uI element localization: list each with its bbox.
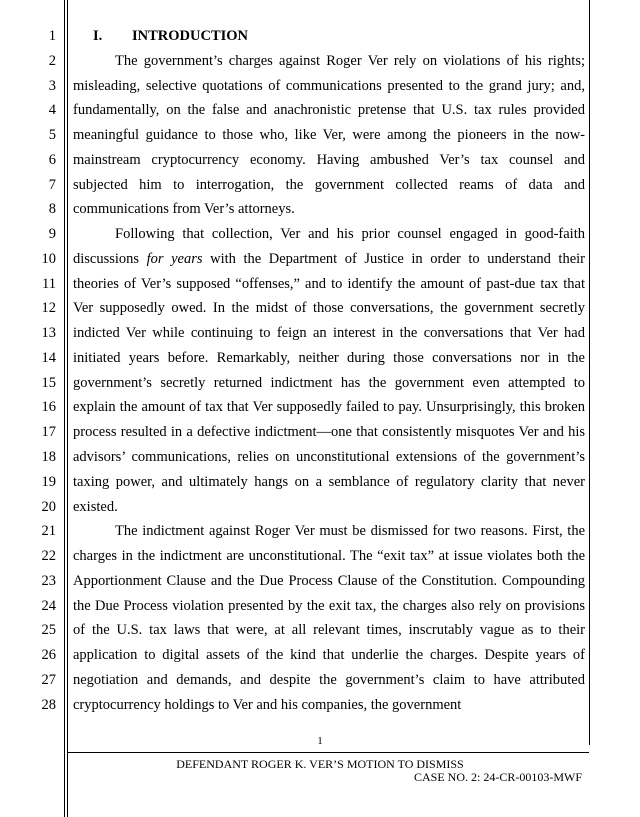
paragraph-text: Following that collection, Ver and his prior counsel engaged in good-faith discussions — [73, 226, 585, 267]
section-heading — [73, 24, 585, 49]
line-number: 9 — [48, 226, 56, 243]
paragraph-2 — [73, 222, 585, 519]
line-number: 17 — [41, 424, 56, 441]
right-margin-rule — [589, 0, 590, 745]
line-number: 18 — [41, 449, 56, 466]
line-number: 28 — [41, 696, 56, 713]
line-number: 24 — [41, 597, 56, 614]
line-number: 14 — [41, 349, 56, 366]
section-number: I. — [93, 28, 103, 44]
line-number: 19 — [41, 473, 56, 490]
left-margin-rule-inner — [67, 0, 68, 817]
line-number: 5 — [48, 127, 56, 144]
line-number: 8 — [48, 201, 56, 218]
line-number: 13 — [41, 325, 56, 342]
line-number: 6 — [48, 151, 56, 168]
line-number: 26 — [41, 647, 56, 664]
footer-rule — [67, 752, 589, 753]
paragraph-3 — [73, 519, 585, 717]
left-margin-rule-outer — [64, 0, 65, 817]
line-number: 20 — [41, 498, 56, 515]
line-number: 21 — [41, 523, 56, 540]
line-number: 4 — [48, 102, 56, 119]
line-number: 25 — [41, 622, 56, 639]
line-number: 10 — [41, 250, 56, 267]
emphasis-text: for years — [146, 250, 203, 267]
line-number: 15 — [41, 374, 56, 391]
paragraph-text: with the Department of Justice in order to understand their theories of Ver’s supposed “offenses,” and to identify the amount of past-due tax that Ver supposedly owed. In the midst of those conversations, the government secretly indicted Ver while continuing to feign an interest in the conversations that Ver had initiated years before. Remarkably, neither during those conversations nor in the government’s secretly returned indictment has the government even attempted to explain the amount of tax that Ver supposedly failed to pay. Unsurprisingly, this broken process resulted in a defective indictment—one that consistently misquotes Ver and his advisors’ communications, relies on unconstitutional extensions of the government’s taxing power, and ultimately hangs on a semblance of regulatory clarity that never existed. — [73, 250, 585, 515]
line-number: 16 — [41, 399, 56, 416]
line-number: 23 — [41, 572, 56, 589]
footer-title: DEFENDANT ROGER K. VER’S MOTION TO DISMISS — [176, 757, 464, 771]
paragraph-text: The government’s charges against Roger Ver rely on violations of his rights; misleading, selective quotations of communications presented to the grand jury; and, fundamentally, on the false and anachronistic pretense that U.S. tax rules provided meaningful guidance to those who, like Ver, were among the pioneers in the now-mainstream cryptocurrency economy. Having ambushed Ver’s tax counsel and subjected him to interrogation, the government collected reams of data and communications from Ver’s attorneys. — [73, 52, 585, 218]
page-number: 1 — [317, 735, 323, 747]
line-number: 12 — [41, 300, 56, 317]
paragraph-text: The indictment against Roger Ver must be dismissed for two reasons. First, the charges in the indictment are unconstitutional. The “exit tax” at issue violates both the Apportionment Clause and the Due Process Clause of the Constitution. Compounding the Due Process violation presented by the exit tax, the charges also rely on provisions of the U.S. tax laws that were, at all relevant times, inscrutably vague as to their application to digital assets of the kind that underlie the charges. Despite years of negotiation and demands, and despite the government’s claim to have attributed cryptocurrency holdings to Ver and his companies, the government — [73, 523, 585, 713]
section-title: INTRODUCTION — [132, 28, 249, 44]
footer-case-number: CASE NO. 2: 24-CR-00103-MWF — [413, 770, 582, 784]
line-number: 22 — [41, 548, 56, 565]
line-numbers-column — [0, 24, 56, 717]
line-number: 3 — [48, 77, 56, 94]
paragraph-1 — [73, 49, 585, 222]
document-body — [73, 24, 585, 717]
line-number: 27 — [41, 671, 56, 688]
line-number: 11 — [42, 275, 56, 292]
line-number: 7 — [48, 176, 56, 193]
line-number: 2 — [48, 52, 56, 69]
line-number: 1 — [48, 28, 56, 44]
